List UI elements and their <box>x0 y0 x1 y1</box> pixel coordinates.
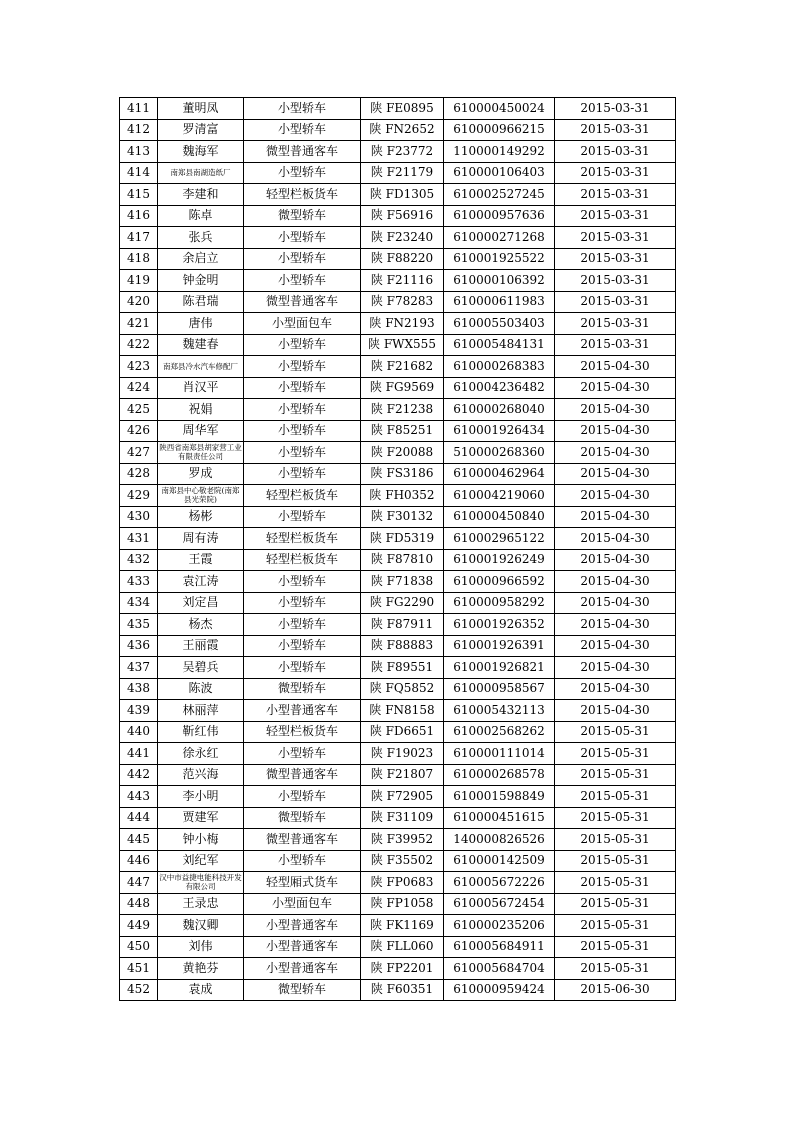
cell-no: 427 <box>120 442 158 464</box>
cell-code: 610005672226 <box>444 872 555 894</box>
cell-name: 南郑县中心敬老院(南郑县光荣院) <box>158 485 244 507</box>
cell-plate: 陕 FH0352 <box>361 485 444 507</box>
table-row <box>120 678 676 700</box>
cell-name: 杨杰 <box>158 614 244 636</box>
cell-plate: 陕 F35502 <box>361 850 444 872</box>
cell-type: 小型轿车 <box>244 399 361 421</box>
cell-date: 2015-04-30 <box>555 614 676 636</box>
cell-code: 610005684911 <box>444 936 555 958</box>
cell-name: 陈君瑞 <box>158 291 244 313</box>
cell-code: 610000959424 <box>444 979 555 1001</box>
cell-date: 2015-05-31 <box>555 850 676 872</box>
cell-type: 小型轿车 <box>244 334 361 356</box>
cell-type: 轻型栏板货车 <box>244 721 361 743</box>
cell-date: 2015-05-31 <box>555 721 676 743</box>
cell-no: 416 <box>120 205 158 227</box>
cell-plate: 陕 F72905 <box>361 786 444 808</box>
cell-date: 2015-03-31 <box>555 291 676 313</box>
table-row <box>120 399 676 421</box>
table-row <box>120 162 676 184</box>
cell-name: 贾建军 <box>158 807 244 829</box>
cell-type: 小型普通客车 <box>244 958 361 980</box>
cell-date: 2015-03-31 <box>555 270 676 292</box>
cell-type: 小型普通客车 <box>244 936 361 958</box>
table-row <box>120 807 676 829</box>
cell-type: 小型面包车 <box>244 893 361 915</box>
cell-no: 413 <box>120 141 158 163</box>
cell-date: 2015-04-30 <box>555 549 676 571</box>
cell-date: 2015-04-30 <box>555 657 676 679</box>
cell-code: 610002965122 <box>444 528 555 550</box>
cell-plate: 陕 F23772 <box>361 141 444 163</box>
cell-code: 610001926352 <box>444 614 555 636</box>
cell-plate: 陕 FLL060 <box>361 936 444 958</box>
cell-plate: 陕 FWX555 <box>361 334 444 356</box>
cell-type: 微型轿车 <box>244 979 361 1001</box>
table-row <box>120 893 676 915</box>
cell-type: 小型轿车 <box>244 786 361 808</box>
cell-code: 610001926391 <box>444 635 555 657</box>
cell-no: 419 <box>120 270 158 292</box>
cell-type: 小型轿车 <box>244 119 361 141</box>
table-row <box>120 141 676 163</box>
cell-no: 429 <box>120 485 158 507</box>
cell-no: 443 <box>120 786 158 808</box>
cell-date: 2015-03-31 <box>555 184 676 206</box>
cell-date: 2015-05-31 <box>555 958 676 980</box>
cell-name: 刘伟 <box>158 936 244 958</box>
table-row <box>120 700 676 722</box>
cell-name: 魏海军 <box>158 141 244 163</box>
cell-date: 2015-04-30 <box>555 420 676 442</box>
cell-code: 610004219060 <box>444 485 555 507</box>
cell-code: 610005432113 <box>444 700 555 722</box>
cell-code: 610005684704 <box>444 958 555 980</box>
cell-plate: 陕 F23240 <box>361 227 444 249</box>
cell-code: 610005503403 <box>444 313 555 335</box>
cell-type: 小型轿车 <box>244 506 361 528</box>
cell-no: 423 <box>120 356 158 378</box>
cell-type: 小型轿车 <box>244 850 361 872</box>
cell-type: 小型轿车 <box>244 420 361 442</box>
cell-code: 610000957636 <box>444 205 555 227</box>
cell-type: 小型轿车 <box>244 657 361 679</box>
cell-code: 510000268360 <box>444 442 555 464</box>
cell-name: 魏汉卿 <box>158 915 244 937</box>
table-row <box>120 958 676 980</box>
cell-date: 2015-05-31 <box>555 872 676 894</box>
cell-no: 432 <box>120 549 158 571</box>
cell-code: 610000268383 <box>444 356 555 378</box>
cell-date: 2015-05-31 <box>555 807 676 829</box>
cell-plate: 陕 FS3186 <box>361 463 444 485</box>
cell-type: 小型轿车 <box>244 356 361 378</box>
cell-code: 110000149292 <box>444 141 555 163</box>
cell-date: 2015-05-31 <box>555 915 676 937</box>
cell-plate: 陕 F88220 <box>361 248 444 270</box>
table-row <box>120 592 676 614</box>
cell-code: 610004236482 <box>444 377 555 399</box>
cell-plate: 陕 F31109 <box>361 807 444 829</box>
cell-name: 钟小梅 <box>158 829 244 851</box>
cell-no: 431 <box>120 528 158 550</box>
cell-plate: 陕 F87911 <box>361 614 444 636</box>
cell-code: 610005484131 <box>444 334 555 356</box>
table-row <box>120 571 676 593</box>
table-row <box>120 442 676 464</box>
cell-date: 2015-04-30 <box>555 528 676 550</box>
cell-date: 2015-03-31 <box>555 334 676 356</box>
cell-plate: 陕 FN2193 <box>361 313 444 335</box>
cell-plate: 陕 F89551 <box>361 657 444 679</box>
cell-no: 451 <box>120 958 158 980</box>
cell-code: 140000826526 <box>444 829 555 851</box>
cell-name: 魏建春 <box>158 334 244 356</box>
cell-type: 轻型栏板货车 <box>244 528 361 550</box>
cell-name: 袁成 <box>158 979 244 1001</box>
cell-date: 2015-03-31 <box>555 205 676 227</box>
cell-code: 610000958292 <box>444 592 555 614</box>
table-row <box>120 506 676 528</box>
cell-date: 2015-04-30 <box>555 442 676 464</box>
cell-no: 424 <box>120 377 158 399</box>
cell-name: 王录忠 <box>158 893 244 915</box>
cell-type: 小型普通客车 <box>244 915 361 937</box>
cell-type: 小型轿车 <box>244 162 361 184</box>
cell-name: 陈波 <box>158 678 244 700</box>
cell-plate: 陕 F85251 <box>361 420 444 442</box>
cell-plate: 陕 F60351 <box>361 979 444 1001</box>
table-row <box>120 270 676 292</box>
cell-date: 2015-04-30 <box>555 592 676 614</box>
cell-no: 440 <box>120 721 158 743</box>
table-row <box>120 635 676 657</box>
cell-no: 425 <box>120 399 158 421</box>
cell-type: 轻型栏板货车 <box>244 485 361 507</box>
cell-name: 李建和 <box>158 184 244 206</box>
cell-no: 421 <box>120 313 158 335</box>
cell-type: 小型轿车 <box>244 571 361 593</box>
table-row <box>120 313 676 335</box>
cell-plate: 陕 FQ5852 <box>361 678 444 700</box>
cell-name: 张兵 <box>158 227 244 249</box>
cell-date: 2015-04-30 <box>555 463 676 485</box>
cell-type: 小型轿车 <box>244 743 361 765</box>
cell-name: 徐永红 <box>158 743 244 765</box>
cell-code: 610001926821 <box>444 657 555 679</box>
cell-date: 2015-04-30 <box>555 485 676 507</box>
cell-type: 微型轿车 <box>244 205 361 227</box>
table-row <box>120 915 676 937</box>
cell-code: 610001598849 <box>444 786 555 808</box>
cell-type: 小型面包车 <box>244 313 361 335</box>
cell-plate: 陕 F56916 <box>361 205 444 227</box>
cell-name: 罗清富 <box>158 119 244 141</box>
cell-type: 微型普通客车 <box>244 829 361 851</box>
table-row <box>120 485 676 507</box>
cell-plate: 陕 FN2652 <box>361 119 444 141</box>
cell-type: 微型普通客车 <box>244 764 361 786</box>
cell-no: 442 <box>120 764 158 786</box>
cell-type: 轻型厢式货车 <box>244 872 361 894</box>
cell-date: 2015-04-30 <box>555 399 676 421</box>
cell-plate: 陕 F87810 <box>361 549 444 571</box>
table-row <box>120 227 676 249</box>
cell-plate: 陕 FD5319 <box>361 528 444 550</box>
cell-no: 445 <box>120 829 158 851</box>
cell-code: 610000268578 <box>444 764 555 786</box>
cell-plate: 陕 FP0683 <box>361 872 444 894</box>
cell-name: 范兴海 <box>158 764 244 786</box>
cell-date: 2015-06-30 <box>555 979 676 1001</box>
table-row <box>120 420 676 442</box>
cell-plate: 陕 F71838 <box>361 571 444 593</box>
table-row <box>120 657 676 679</box>
cell-no: 446 <box>120 850 158 872</box>
table-row <box>120 334 676 356</box>
cell-plate: 陕 F88883 <box>361 635 444 657</box>
table-row <box>120 98 676 120</box>
cell-no: 435 <box>120 614 158 636</box>
cell-type: 小型轿车 <box>244 98 361 120</box>
cell-name: 袁江涛 <box>158 571 244 593</box>
cell-date: 2015-05-31 <box>555 786 676 808</box>
cell-date: 2015-03-31 <box>555 227 676 249</box>
cell-code: 610000106392 <box>444 270 555 292</box>
table-row <box>120 184 676 206</box>
cell-plate: 陕 FG9569 <box>361 377 444 399</box>
cell-type: 轻型栏板货车 <box>244 184 361 206</box>
cell-code: 610000235206 <box>444 915 555 937</box>
table-row <box>120 248 676 270</box>
cell-date: 2015-04-30 <box>555 506 676 528</box>
cell-type: 小型普通客车 <box>244 700 361 722</box>
cell-type: 小型轿车 <box>244 635 361 657</box>
cell-date: 2015-05-31 <box>555 893 676 915</box>
cell-type: 小型轿车 <box>244 463 361 485</box>
cell-date: 2015-04-30 <box>555 356 676 378</box>
cell-name: 董明凤 <box>158 98 244 120</box>
cell-plate: 陕 FD1305 <box>361 184 444 206</box>
cell-no: 417 <box>120 227 158 249</box>
cell-plate: 陕 F21179 <box>361 162 444 184</box>
cell-date: 2015-04-30 <box>555 700 676 722</box>
cell-name: 靳红伟 <box>158 721 244 743</box>
cell-name: 钟金明 <box>158 270 244 292</box>
cell-no: 422 <box>120 334 158 356</box>
cell-no: 437 <box>120 657 158 679</box>
cell-plate: 陕 F21238 <box>361 399 444 421</box>
cell-code: 610000111014 <box>444 743 555 765</box>
cell-name: 罗成 <box>158 463 244 485</box>
cell-no: 411 <box>120 98 158 120</box>
table-row <box>120 786 676 808</box>
cell-plate: 陕 F21116 <box>361 270 444 292</box>
cell-date: 2015-05-31 <box>555 764 676 786</box>
cell-name: 周有涛 <box>158 528 244 550</box>
cell-name: 杨彬 <box>158 506 244 528</box>
cell-code: 610001926249 <box>444 549 555 571</box>
cell-date: 2015-04-30 <box>555 377 676 399</box>
cell-name: 刘定昌 <box>158 592 244 614</box>
cell-plate: 陕 FK1169 <box>361 915 444 937</box>
table-row <box>120 119 676 141</box>
cell-name: 肖汉平 <box>158 377 244 399</box>
cell-no: 418 <box>120 248 158 270</box>
cell-no: 434 <box>120 592 158 614</box>
cell-code: 610000611983 <box>444 291 555 313</box>
cell-name: 唐伟 <box>158 313 244 335</box>
table-row <box>120 463 676 485</box>
table-row <box>120 743 676 765</box>
cell-no: 415 <box>120 184 158 206</box>
vehicle-records-table <box>119 97 676 1001</box>
cell-date: 2015-05-31 <box>555 743 676 765</box>
cell-name: 刘纪军 <box>158 850 244 872</box>
cell-code: 610000450840 <box>444 506 555 528</box>
cell-type: 微型轿车 <box>244 678 361 700</box>
cell-no: 438 <box>120 678 158 700</box>
cell-no: 452 <box>120 979 158 1001</box>
cell-type: 小型轿车 <box>244 614 361 636</box>
table-row <box>120 205 676 227</box>
cell-no: 448 <box>120 893 158 915</box>
cell-type: 小型轿车 <box>244 592 361 614</box>
cell-no: 444 <box>120 807 158 829</box>
cell-no: 441 <box>120 743 158 765</box>
cell-plate: 陕 F19023 <box>361 743 444 765</box>
cell-plate: 陕 FG2290 <box>361 592 444 614</box>
cell-code: 610001926434 <box>444 420 555 442</box>
cell-name: 陈卓 <box>158 205 244 227</box>
cell-date: 2015-04-30 <box>555 571 676 593</box>
cell-no: 426 <box>120 420 158 442</box>
cell-plate: 陕 FE0895 <box>361 98 444 120</box>
cell-no: 420 <box>120 291 158 313</box>
cell-code: 610000958567 <box>444 678 555 700</box>
table-body <box>120 98 676 1001</box>
table-row <box>120 979 676 1001</box>
cell-date: 2015-03-31 <box>555 98 676 120</box>
cell-name: 周华军 <box>158 420 244 442</box>
cell-date: 2015-05-31 <box>555 829 676 851</box>
cell-type: 小型轿车 <box>244 227 361 249</box>
cell-plate: 陕 FP1058 <box>361 893 444 915</box>
cell-code: 610000268040 <box>444 399 555 421</box>
table-row <box>120 829 676 851</box>
table-row <box>120 549 676 571</box>
cell-plate: 陕 F20088 <box>361 442 444 464</box>
cell-code: 610000450024 <box>444 98 555 120</box>
cell-date: 2015-03-31 <box>555 248 676 270</box>
cell-date: 2015-05-31 <box>555 936 676 958</box>
cell-name: 祝娟 <box>158 399 244 421</box>
table-row <box>120 850 676 872</box>
cell-plate: 陕 FN8158 <box>361 700 444 722</box>
cell-code: 610001925522 <box>444 248 555 270</box>
cell-type: 轻型栏板货车 <box>244 549 361 571</box>
cell-plate: 陕 F39952 <box>361 829 444 851</box>
table-row <box>120 614 676 636</box>
cell-code: 610002568262 <box>444 721 555 743</box>
cell-plate: 陕 F21682 <box>361 356 444 378</box>
cell-type: 小型轿车 <box>244 248 361 270</box>
cell-name: 吴碧兵 <box>158 657 244 679</box>
table-row <box>120 764 676 786</box>
cell-date: 2015-03-31 <box>555 313 676 335</box>
cell-no: 412 <box>120 119 158 141</box>
cell-date: 2015-03-31 <box>555 162 676 184</box>
table-row <box>120 291 676 313</box>
table-row <box>120 936 676 958</box>
cell-no: 433 <box>120 571 158 593</box>
cell-code: 610000271268 <box>444 227 555 249</box>
cell-type: 小型轿车 <box>244 377 361 399</box>
cell-no: 447 <box>120 872 158 894</box>
cell-code: 610000106403 <box>444 162 555 184</box>
cell-type: 小型轿车 <box>244 270 361 292</box>
cell-no: 439 <box>120 700 158 722</box>
cell-no: 450 <box>120 936 158 958</box>
cell-no: 428 <box>120 463 158 485</box>
cell-name: 南郑县冷水汽车修配厂 <box>158 356 244 378</box>
cell-code: 610000462964 <box>444 463 555 485</box>
cell-name: 李小明 <box>158 786 244 808</box>
cell-plate: 陕 F30132 <box>361 506 444 528</box>
cell-plate: 陕 FP2201 <box>361 958 444 980</box>
cell-date: 2015-03-31 <box>555 119 676 141</box>
cell-name: 王丽霞 <box>158 635 244 657</box>
cell-code: 610000966215 <box>444 119 555 141</box>
cell-type: 微型轿车 <box>244 807 361 829</box>
cell-code: 610000451615 <box>444 807 555 829</box>
cell-name: 南郑县南湖造纸厂 <box>158 162 244 184</box>
cell-code: 610005672454 <box>444 893 555 915</box>
cell-name: 王霞 <box>158 549 244 571</box>
cell-date: 2015-04-30 <box>555 635 676 657</box>
cell-date: 2015-03-31 <box>555 141 676 163</box>
cell-name: 余启立 <box>158 248 244 270</box>
table-row <box>120 377 676 399</box>
cell-code: 610002527245 <box>444 184 555 206</box>
cell-no: 436 <box>120 635 158 657</box>
cell-type: 微型普通客车 <box>244 141 361 163</box>
cell-code: 610000966592 <box>444 571 555 593</box>
table-row <box>120 528 676 550</box>
cell-no: 414 <box>120 162 158 184</box>
cell-name: 黄艳芬 <box>158 958 244 980</box>
cell-plate: 陕 F78283 <box>361 291 444 313</box>
cell-name: 林丽萍 <box>158 700 244 722</box>
cell-plate: 陕 F21807 <box>361 764 444 786</box>
cell-no: 449 <box>120 915 158 937</box>
cell-name: 汉中市益捷电能科技开发有限公司 <box>159 873 242 892</box>
cell-type: 微型普通客车 <box>244 291 361 313</box>
table-row <box>120 872 676 894</box>
cell-plate: 陕 FD6651 <box>361 721 444 743</box>
table-row <box>120 721 676 743</box>
cell-date: 2015-04-30 <box>555 678 676 700</box>
cell-name: 陕西省南郑县胡家营工业有限责任公司 <box>159 443 242 462</box>
cell-code: 610000142509 <box>444 850 555 872</box>
cell-no: 430 <box>120 506 158 528</box>
cell-type: 小型轿车 <box>244 442 361 464</box>
table-row <box>120 356 676 378</box>
